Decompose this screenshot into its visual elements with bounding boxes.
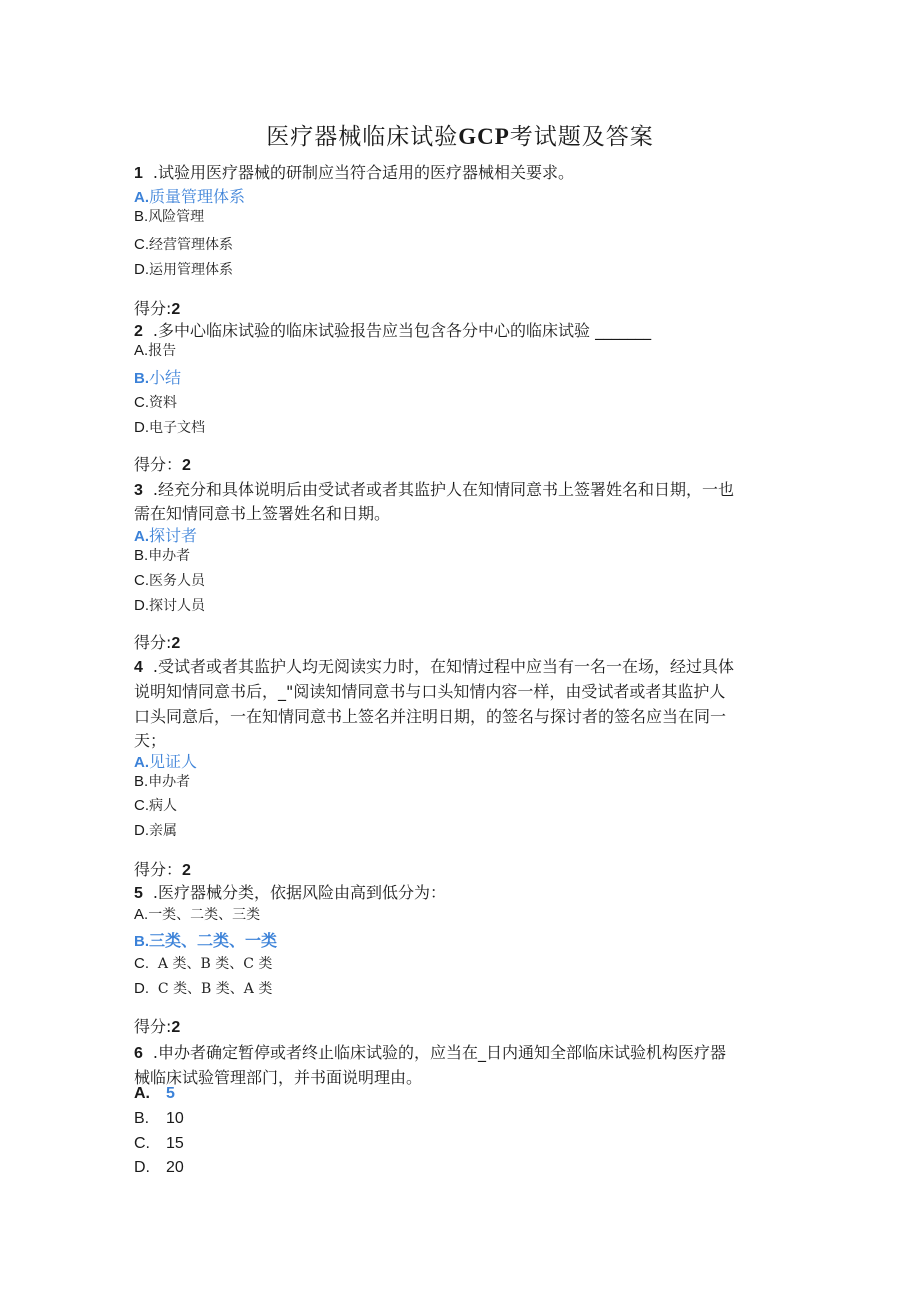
q6-option-b: B. 10 (134, 1110, 184, 1127)
q1-option-a: A.质量管理体系 (134, 187, 246, 206)
q2-option-b: B.小结 (134, 368, 182, 387)
question-4-line-4: 天； (134, 731, 167, 750)
q3-score: 得分:2 (134, 633, 181, 652)
q1-option-d: D.运用管理体系 (134, 261, 233, 278)
title-suffix: 考试题及答案 (509, 124, 654, 150)
question-3-line-2: 需在知情同意书上签署姓名和日期。 (134, 504, 391, 523)
q6-option-d: D. 20 (134, 1159, 184, 1176)
q2-option-a: A.报告 (134, 342, 177, 359)
question-4-line-2: 说明知情同意书后，_"阅读知情同意书与口头知情内容一样，由受试者或者其监护人 (134, 682, 726, 701)
q3-option-d: D.探讨人员 (134, 597, 205, 614)
question-4-line-1: 4 .受试者或者其监护人均无阅读实力时，在知情过程中应当有一名一在场，经过具体 (134, 657, 734, 676)
q5-option-a: A.一类、二类、三类 (134, 906, 261, 923)
q1-score: 得分:2 (134, 299, 181, 318)
q1-option-c: C.经营管理体系 (134, 236, 233, 253)
title-gcp: GCP (458, 124, 510, 149)
q2-option-c: C.资料 (134, 394, 177, 411)
question-5: 5 .医疗器械分类，依据风险由高到低分为： (134, 883, 446, 902)
q3-option-c: C.医务人员 (134, 572, 205, 589)
q6-option-a: A. 5 (134, 1085, 175, 1102)
q4-score: 得分：2 (134, 860, 191, 879)
q4-option-b: B.申办者 (134, 773, 191, 790)
question-6-line-1: 6 .申办者确定暂停或者终止临床试验的，应当在_日内通知全部临床试验机构医疗器 (134, 1043, 726, 1062)
q5-option-c: C. A 类、B 类、C 类 (134, 955, 273, 972)
q1-option-b: B.风险管理 (134, 208, 205, 225)
question-4-line-3: 口头同意后，一在知情同意书上签名并注明日期，的签名与探讨者的签名应当在同一 (134, 707, 727, 726)
q6-option-c: C. 15 (134, 1135, 184, 1152)
q4-option-a: A.见证人 (134, 752, 198, 771)
q5-option-b: B.三类、二类、一类 (134, 931, 278, 950)
q5-score: 得分:2 (134, 1017, 181, 1036)
title-prefix: 医疗器械临床试验 (266, 124, 459, 150)
question-6-line-2: 械临床试验管理部门，并书面说明理由。 (134, 1068, 423, 1087)
q3-option-a: A.探讨者 (134, 526, 198, 545)
q4-option-d: D.亲属 (134, 822, 177, 839)
question-3-line-1: 3 .经充分和具体说明后由受试者或者其监护人在知情同意书上签署姓名和日期，一也 (134, 480, 734, 499)
q2-score: 得分：2 (134, 455, 191, 474)
question-1: 1 .试验用医疗器械的研制应当符合适用的医疗器械相关要求。 (134, 163, 574, 182)
question-2: 2 .多中心临床试验的临床试验报告应当包含各分中心的临床试验 _______ (134, 321, 652, 340)
q4-option-c: C.病人 (134, 797, 177, 814)
q2-option-d: D.电子文档 (134, 419, 205, 436)
document-title (0, 118, 920, 151)
q5-option-d: D. C 类、B 类、A 类 (134, 980, 273, 997)
q3-option-b: B.申办者 (134, 547, 191, 564)
